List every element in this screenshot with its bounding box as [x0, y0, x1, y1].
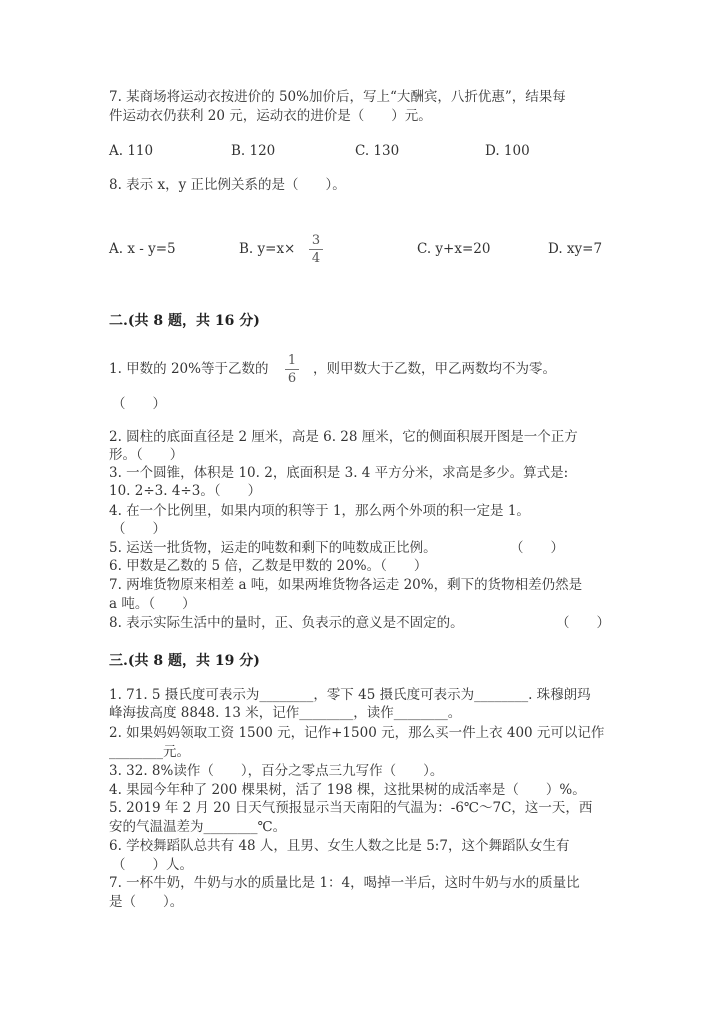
s2-line: 4. 在一个比例里，如果内项的积等于 1，那么两个外项的积一定是 1。 [109, 503, 530, 519]
q8-stem: 8. 表示 x，y 正比例关系的是（ ）。 [109, 177, 346, 193]
s2-line: 5. 运送一批货物，运走的吨数和剩下的吨数成正比例。 [109, 540, 437, 556]
s2-q5-answer-paren: （ ） [510, 540, 564, 556]
fraction-bar [285, 369, 299, 370]
s3-line: 2. 如果妈妈领取工资 1500 元，记作+1500 元，那么买一件上衣 400 元可以记作 [109, 725, 605, 741]
s2-line: 2. 圆柱的底面直径是 2 厘米，高是 6. 28 厘米，它的侧面积展开图是一个正方 [109, 429, 578, 445]
q8-option-b: B. y=x× [239, 241, 296, 257]
q8-option-d: D. xy=7 [548, 241, 603, 257]
s3-line: 峰海拔高度 8848. 13 米，记作________，读作________。 [109, 705, 462, 721]
s3-line: 安的气温温差为________℃。 [109, 819, 287, 835]
section-2-title: 二.(共 8 题，共 16 分) [109, 313, 260, 329]
s3-line: 6. 学校舞蹈队总共有 48 人，且男、女生人数之比是 5:7，这个舞蹈队女生有 [109, 838, 570, 854]
q7-stem-line1: 7. 某商场将运动衣按进价的 50%加价后，写上“大酬宾，八折优惠”，结果每 [109, 89, 566, 105]
s2-line: a 吨。（ ） [109, 596, 196, 612]
s3-line: 4. 果园今年种了 200 棵果树，活了 198 棵，这批果树的成活率是（ ）%。 [109, 782, 586, 798]
section-3-title: 三.(共 8 题，共 19 分) [109, 653, 260, 669]
s3-line: ________元。 [109, 744, 190, 760]
s3-line: 7. 一杯牛奶，牛奶与水的质量比是 1：4，喝掉一半后，这时牛奶与水的质量比 [109, 875, 580, 891]
s3-line: 是（ ）。 [109, 894, 184, 910]
s2-q8-answer-paren: （ ） [556, 615, 610, 631]
s2-q1-part2: ，则甲数大于乙数，甲乙两数均不为零。 [313, 361, 556, 377]
s2-q1-part1: 1. 甲数的 20%等于乙数的 [109, 361, 269, 377]
fraction-denominator: 6 [287, 371, 297, 386]
s2-line: 8. 表示实际生活中的量时，正、负表示的意义是不固定的。 [109, 615, 464, 631]
s2-line: 6. 甲数是乙数的 5 倍，乙数是甲数的 20%。（ ） [109, 558, 428, 574]
fraction-denominator: 4 [311, 251, 321, 266]
s2-line: 3. 一个圆锥，体积是 10. 2，底面积是 3. 4 平方分米，求高是多少。算式是: [109, 465, 569, 481]
s3-line: 1. 71. 5 摄氏度可表示为________，零下 45 摄氏度可表示为________. 珠穆朗玛 [109, 687, 591, 703]
s2-line: 形。（ ） [109, 447, 184, 463]
q8-fraction [309, 233, 323, 266]
q7-option-b: B. 120 [231, 143, 276, 159]
s2-line: 7. 两堆货物原来相差 a 吨，如果两堆货物各运走 20%，剩下的货物相差仍然是 [109, 577, 583, 593]
s3-line: 5. 2019 年 2 月 20 日天气预报显示当天南阳的气温为：-6℃～7C，这一天，西 [109, 800, 593, 816]
q7-option-d: D. 100 [485, 143, 530, 159]
s3-line: （ ）人。 [112, 857, 193, 873]
s2-line: （ ） [112, 521, 166, 537]
q7-stem-line2: 件运动衣仍获利 20 元，运动衣的进价是（ ）元。 [109, 108, 432, 124]
q8-option-a: A. x - y=5 [109, 241, 176, 257]
fraction-numerator: 1 [287, 353, 297, 368]
q8-option-c: C. y+x=20 [417, 241, 491, 257]
q7-option-a: A. 110 [109, 143, 154, 159]
fraction-bar [309, 249, 323, 250]
s3-line: 3. 32. 8%读作（ ），百分之零点三九写作（ ）。 [109, 763, 444, 779]
s2-q1-fraction [285, 353, 299, 386]
q7-option-c: C. 130 [355, 143, 400, 159]
fraction-numerator: 3 [311, 233, 321, 248]
s2-q1-answer-paren: （ ） [112, 396, 166, 412]
s2-line: 10. 2÷3. 4÷3。（ ） [109, 483, 262, 499]
